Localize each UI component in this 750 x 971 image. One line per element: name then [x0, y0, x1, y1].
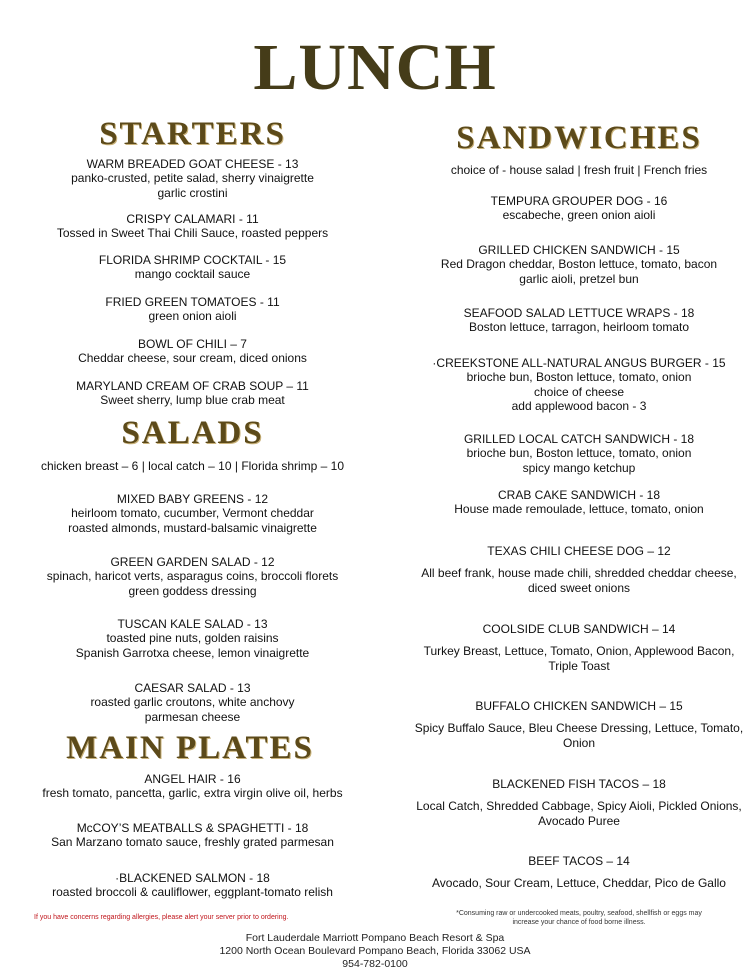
item-desc: Boston lettuce, tarragon, heirloom tomato — [468, 320, 690, 335]
item-desc: Sweet sherry, lump blue crab meat — [100, 393, 285, 408]
item-desc: green onion aioli — [148, 309, 237, 324]
footer-phone: 954-782-0100 — [342, 958, 408, 970]
menu-item — [400, 306, 750, 335]
item-desc: choice of cheese — [533, 384, 625, 399]
salads-heading: SALADS — [121, 415, 264, 451]
menu-item — [400, 432, 750, 475]
item-desc: toasted pine nuts, golden raisins — [106, 631, 279, 646]
addons-text: chicken breast – 6 | local catch – 10 | Florida shrimp – 10 — [40, 459, 345, 473]
item-name: MIXED BABY GREENS - 12 — [116, 492, 269, 506]
menu-item — [400, 622, 750, 673]
sandwich-choice — [400, 163, 750, 177]
menu-item — [0, 492, 385, 535]
item-desc: Spanish Garrotxa cheese, lemon vinaigrette — [75, 645, 310, 660]
item-desc: Turkey Breast, Lettuce, Tomato, Onion, Applewood Bacon, — [423, 644, 735, 659]
salad-addons — [0, 459, 385, 473]
footer-venue: Fort Lauderdale Marriott Pompano Beach Resort & Spa — [245, 932, 505, 944]
item-name: CAESAR SALAD - 13 — [134, 681, 251, 695]
menu-item — [400, 194, 750, 223]
item-desc: escabeche, green onion aioli — [502, 208, 656, 223]
sandwiches-heading: SANDWICHES — [456, 120, 702, 156]
item-name: TEMPURA GROUPER DOG - 16 — [490, 194, 668, 208]
item-desc: Triple Toast — [548, 658, 610, 673]
item-desc: green goddess dressing — [128, 583, 257, 598]
item-desc: roasted almonds, mustard-balsamic vinaigrette — [68, 520, 317, 535]
menu-item — [0, 337, 385, 366]
raw-food-note — [400, 909, 750, 927]
item-desc: fresh tomato, pancetta, garlic, extra virgin olive oil, herbs — [42, 786, 343, 801]
menu-item — [400, 777, 750, 828]
raw-note-line: *Consuming raw or undercooked meats, poultry, seafood, shellfish or eggs may — [456, 910, 702, 917]
allergy-note: If you have concerns regarding allergies, please alert your server prior to ordering. — [34, 914, 289, 921]
item-name: COOLSIDE CLUB SANDWICH – 14 — [482, 622, 676, 636]
item-name: McCOY’S MEATBALLS & SPAGHETTI - 18 — [76, 821, 309, 835]
item-name: CRAB CAKE SANDWICH - 18 — [497, 488, 661, 502]
item-desc: Avocado Puree — [538, 813, 620, 828]
item-name: BLACKENED FISH TACOS – 18 — [492, 777, 666, 791]
item-name: GRILLED LOCAL CATCH SANDWICH - 18 — [463, 432, 695, 446]
item-name: ANGEL HAIR - 16 — [144, 772, 241, 786]
item-name: SEAFOOD SALAD LETTUCE WRAPS - 18 — [463, 306, 695, 320]
item-desc: Red Dragon cheddar, Boston lettuce, tomato, bacon — [440, 257, 718, 272]
menu-item — [400, 699, 750, 750]
item-desc: parmesan cheese — [144, 709, 241, 724]
item-desc: spicy mango ketchup — [522, 460, 636, 475]
item-desc: heirloom tomato, cucumber, Vermont cheddar — [71, 506, 314, 521]
item-name: CRISPY CALAMARI - 11 — [126, 212, 259, 226]
menu-item — [0, 157, 385, 200]
item-desc: San Marzano tomato sauce, freshly grated parmesan — [51, 835, 334, 850]
menu-title: LUNCH — [253, 31, 497, 104]
menu-item — [0, 871, 385, 900]
menu-item — [400, 854, 750, 891]
item-desc: garlic crostini — [157, 185, 228, 200]
item-desc: panko-crusted, petite salad, sherry vinaigrette — [71, 171, 314, 186]
item-desc: Local Catch, Shredded Cabbage, Spicy Aioli, Pickled Onions, — [416, 799, 742, 814]
item-desc: Spicy Buffalo Sauce, Bleu Cheese Dressing, Lettuce, Tomato, — [414, 721, 744, 736]
item-name: BUFFALO CHICKEN SANDWICH – 15 — [475, 699, 683, 713]
item-desc: brioche bun, Boston lettuce, tomato, onion — [466, 370, 692, 385]
menu-item — [0, 821, 385, 850]
item-name: ·BLACKENED SALMON - 18 — [115, 871, 270, 885]
item-name: FLORIDA SHRIMP COCKTAIL - 15 — [98, 253, 287, 267]
menu-item — [400, 488, 750, 517]
menu-item — [400, 544, 750, 595]
item-desc: Tossed in Sweet Thai Chili Sauce, roasted peppers — [56, 226, 329, 241]
menu-item — [0, 772, 385, 801]
menu-item — [0, 295, 385, 324]
starters-heading: STARTERS — [99, 116, 286, 152]
menu-item — [0, 555, 385, 598]
item-desc: spinach, haricot verts, asparagus coins, broccoli florets — [46, 569, 339, 584]
item-desc: add applewood bacon - 3 — [511, 399, 647, 414]
menu-item — [0, 379, 385, 408]
item-desc: roasted broccoli & cauliflower, eggplant-tomato relish — [52, 885, 333, 900]
menu-item — [0, 212, 385, 241]
footer-address: 1200 North Ocean Boulevard Pompano Beach, Florida 33062 USA — [219, 945, 531, 957]
item-name: TEXAS CHILI CHEESE DOG – 12 — [487, 544, 671, 558]
item-desc: brioche bun, Boston lettuce, tomato, onion — [466, 446, 692, 461]
item-name: MARYLAND CREAM OF CRAB SOUP – 11 — [76, 379, 309, 393]
raw-note-line: increase your chance of food borne illness. — [512, 919, 646, 926]
footer — [0, 932, 750, 971]
menu-item — [0, 681, 385, 724]
item-desc: diced sweet onions — [527, 580, 631, 595]
item-desc: All beef frank, house made chili, shredded cheddar cheese, — [421, 566, 737, 581]
item-desc: Onion — [562, 735, 596, 750]
item-desc: House made remoulade, lettuce, tomato, onion — [454, 502, 704, 517]
item-desc: roasted garlic croutons, white anchovy — [90, 695, 295, 710]
item-desc: garlic aioli, pretzel bun — [519, 271, 639, 286]
item-name: FRIED GREEN TOMATOES - 11 — [105, 295, 280, 309]
choice-text: choice of - house salad | fresh fruit | French fries — [450, 163, 708, 177]
item-desc: Avocado, Sour Cream, Lettuce, Cheddar, Pico de Gallo — [432, 876, 726, 891]
menu-item — [0, 617, 385, 660]
item-name: TUSCAN KALE SALAD - 13 — [117, 617, 268, 631]
menu-item — [400, 243, 750, 286]
item-name: WARM BREADED GOAT CHEESE - 13 — [86, 157, 299, 171]
menu-item — [0, 253, 385, 282]
item-desc: mango cocktail sauce — [134, 267, 251, 282]
item-name: GRILLED CHICKEN SANDWICH - 15 — [478, 243, 680, 257]
item-name: BEEF TACOS – 14 — [528, 854, 630, 868]
item-desc: Cheddar cheese, sour cream, diced onions — [78, 351, 307, 366]
item-name: ·CREEKSTONE ALL-NATURAL ANGUS BURGER - 15 — [432, 356, 726, 370]
main-plates-heading: MAIN PLATES — [66, 730, 314, 766]
item-name: BOWL OF CHILI – 7 — [138, 337, 247, 351]
item-name: GREEN GARDEN SALAD - 12 — [110, 555, 275, 569]
menu-item — [400, 356, 750, 414]
